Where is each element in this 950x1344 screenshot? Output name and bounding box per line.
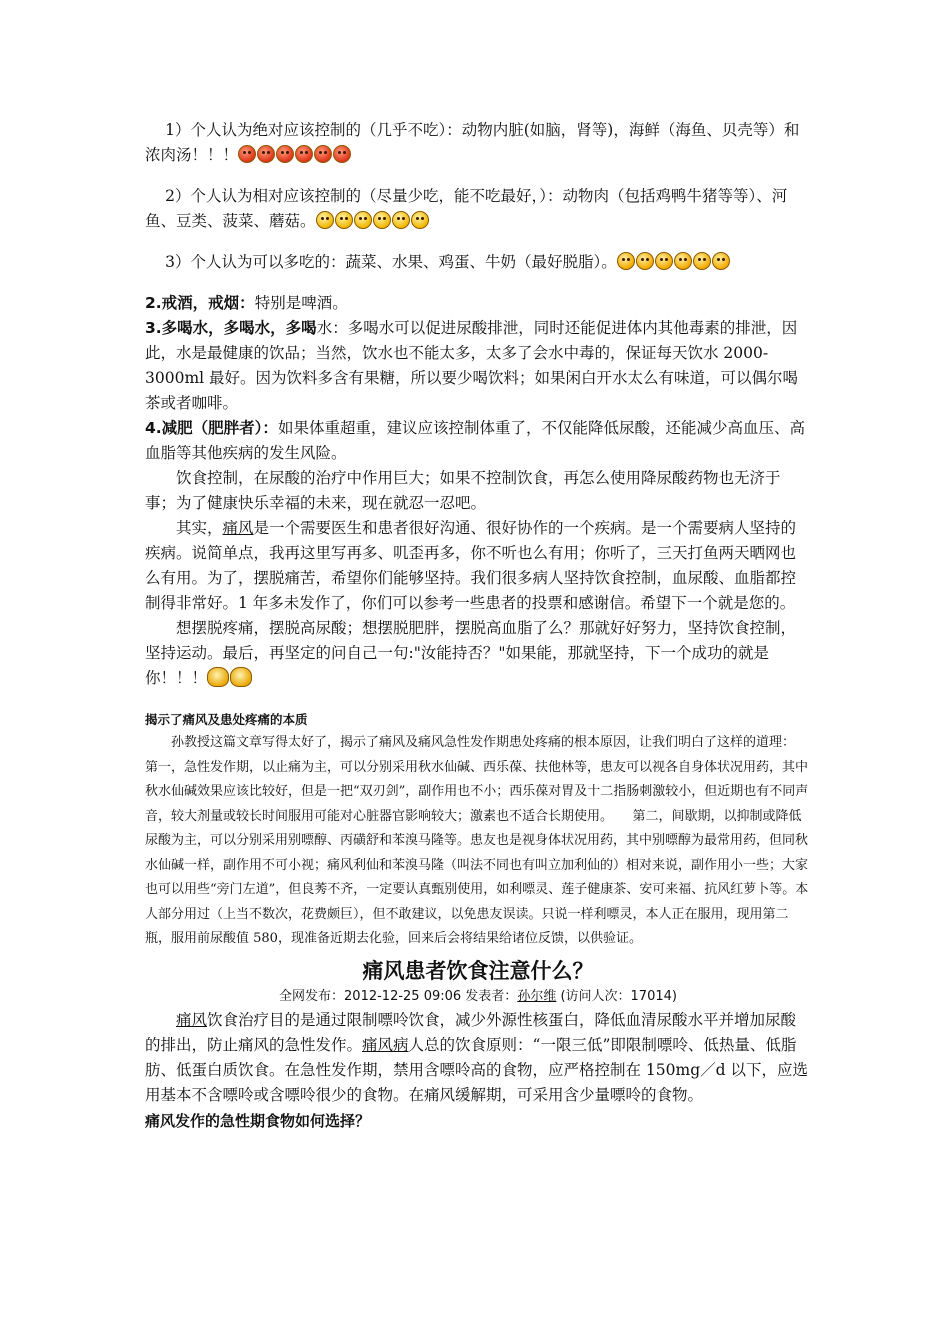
angry-face-icon (238, 146, 352, 164)
tip-lose-weight (145, 416, 811, 466)
paragraph-cooperation-lead: 其实， (176, 519, 223, 537)
paragraph-final-text: 想摆脱疼痛，摆脱高尿酸；想摆脱肥胖，摆脱高血脂了么？那就好好努力，坚持饮食控制，坚持运动。最后，再坚定的问自己一句:"汝能持否？"如果能，那就坚持，下一个成功的就是你！！！ (145, 619, 797, 687)
tip-3-text: 水：多喝水可以促进尿酸排泄，同时还能促进体内其他毒素的排泄，因此，水是最健康的饮品；当然，饮水也不能太多，太多了会水中毒的，保证每天饮水 2000-3000ml 最好。因为饮料多含有果糖，所以要少喝饮料；如果闲白开水太么有味道，可以偶尔喝茶或者咖啡。 (145, 319, 799, 412)
article-title: 痛风患者饮食注意什么？ (362, 958, 594, 983)
article-body-text-1: 饮食治疗目的是通过限制嘌呤饮食，减少外源性核蛋白，降低血清尿酸水平并增加尿酸的排出，防止痛风的急性发作。 (145, 1010, 797, 1054)
diet-item-3-text: 3）个人认为可以多吃的：蔬菜、水果、鸡蛋、牛奶（最好脱脂）。 (165, 253, 617, 271)
author-link[interactable]: 孙尔维 (517, 988, 557, 1004)
review-title: 揭示了痛风及患处疼痛的本质 (145, 712, 308, 727)
tip-drink-water (145, 316, 811, 416)
gout-link-2[interactable]: 痛风 (176, 1010, 208, 1029)
article-meta (145, 986, 811, 1008)
gout-disease-link[interactable]: 痛风病 (362, 1035, 409, 1054)
sweating-face-icon (316, 212, 430, 230)
gout-link[interactable]: 痛风 (222, 519, 254, 537)
diet-item-3 (145, 250, 811, 275)
paragraph-diet-control: 饮食控制，在尿酸的治疗中作用巨大；如果不控制饮食，再怎么使用降尿酸药物也无济于事；为了健康快乐幸福的未来，现在就忍一忍吧。 (145, 469, 781, 512)
article-body (145, 1008, 811, 1108)
tip-2-text: 特别是啤酒。 (254, 294, 348, 312)
tip-2-heading: 2.戒酒，戒烟： (145, 294, 255, 312)
paragraph-cooperation-text: 是一个需要医生和患者很好沟通、很好协作的一个疾病。是一个需要病人坚持的疾病。说简单点，我再这里写再多、叽歪再多，你不听也么有用；你听了，三天打鱼两天晒网也么有用。为了，摆脱痛苦，希望你们能够坚持。我们很多病人坚持饮食控制，血尿酸、血脂都控制得非常好。1 年多未发作了，你们可以参考一些患者的投票和感谢信。希望下一个就是您的。 (145, 519, 797, 612)
tip-quit-drinking (145, 291, 811, 316)
diet-item-1-text: 1）个人认为绝对应该控制的（几乎不吃）：动物内脏(如脑，肾等)，海鲜（海鱼、贝壳等）和浓肉汤！！！ (145, 121, 800, 164)
diet-item-1 (145, 118, 811, 168)
diet-item-2-text: 2）个人认为相对应该控制的（尽量少吃，能不吃最好，）：动物肉（包括鸡鸭牛猪等等）、河鱼、豆类、菠菜、蘑菇。 (145, 187, 788, 230)
publish-info: 全网发布：2012-12-25 09:06 发表者： (279, 988, 518, 1004)
tip-4-text: 如果体重超重，建议应该控制体重了，不仅能降低尿酸，还能减少高血压、高血脂等其他疾病的发生风险。 (145, 419, 805, 462)
tip-4-heading: 4.减肥（肥胖者）： (145, 419, 278, 437)
article-body-text-2: 人总的饮食原则：“一限三低”即限制嘌呤、低热量、低脂肪、低蛋白质饮食。在急性发作期，禁用含嘌呤高的食物，应严格控制在 150mg／d 以下，应选用基本不含嘌呤或含嘌呤很少的食物。在痛风缓解期，可采用含少量嘌呤的食物。 (145, 1035, 808, 1104)
paragraph-final (145, 616, 811, 691)
article-subheading: 痛风发作的急性期食物如何选择？ (145, 1111, 371, 1130)
laughing-face-icon (617, 253, 731, 271)
document-page (145, 118, 815, 1134)
diet-item-2 (145, 184, 811, 234)
visit-count: (访问人次：17014) (556, 988, 677, 1004)
review-body: 孙教授这篇文章写得太好了，揭示了痛风及痛风急性发作期患处疼痛的根本原因，让我们明白了这样的道理： 第一，急性发作期，以止痛为主，可以分别采用秋水仙碱、西乐葆、扶他林等，患友可以视各自身体状况用药，其中秋水仙碱效果应该比较好，但是一把“双刃剑”，副作用也不小；西乐葆对胃及十二指肠刺激较小，但近期也有不同声音，较大剂量或较长时间服用可能对心脏器官影响较大；激素也不适合长期使用。 第二，间歇期，以抑制或降低尿酸为主，可以分别采用别嘌醇、丙磺舒和苯溴马隆等。患友也是视身体状况用药，其中别嘌醇为最常用药，但同秋水仙碱一样，副作用不可小视；痛风利仙和苯溴马隆（叫法不同也有叫立加利仙的）相对来说，副作用小一些；大家也可以用些“旁门左道”，但良莠不齐，一定要认真甄别使用，如利嘌灵、莲子健康茶、安可来福、抗风红萝卜等。本人部分用过（上当不数次，花费颇巨），但不敢建议，以免患友误读。只说一样利嘌灵，本人正在服用，现用第二瓶，服用前尿酸值 580，现准备近期去化验，回来后会将结果给诸位反馈，以供验证。 (145, 735, 815, 946)
paragraph-cooperation (145, 516, 811, 616)
tip-3-heading: 3.多喝水，多喝水，多喝 (145, 319, 317, 337)
cheering-face-icon (207, 669, 253, 687)
